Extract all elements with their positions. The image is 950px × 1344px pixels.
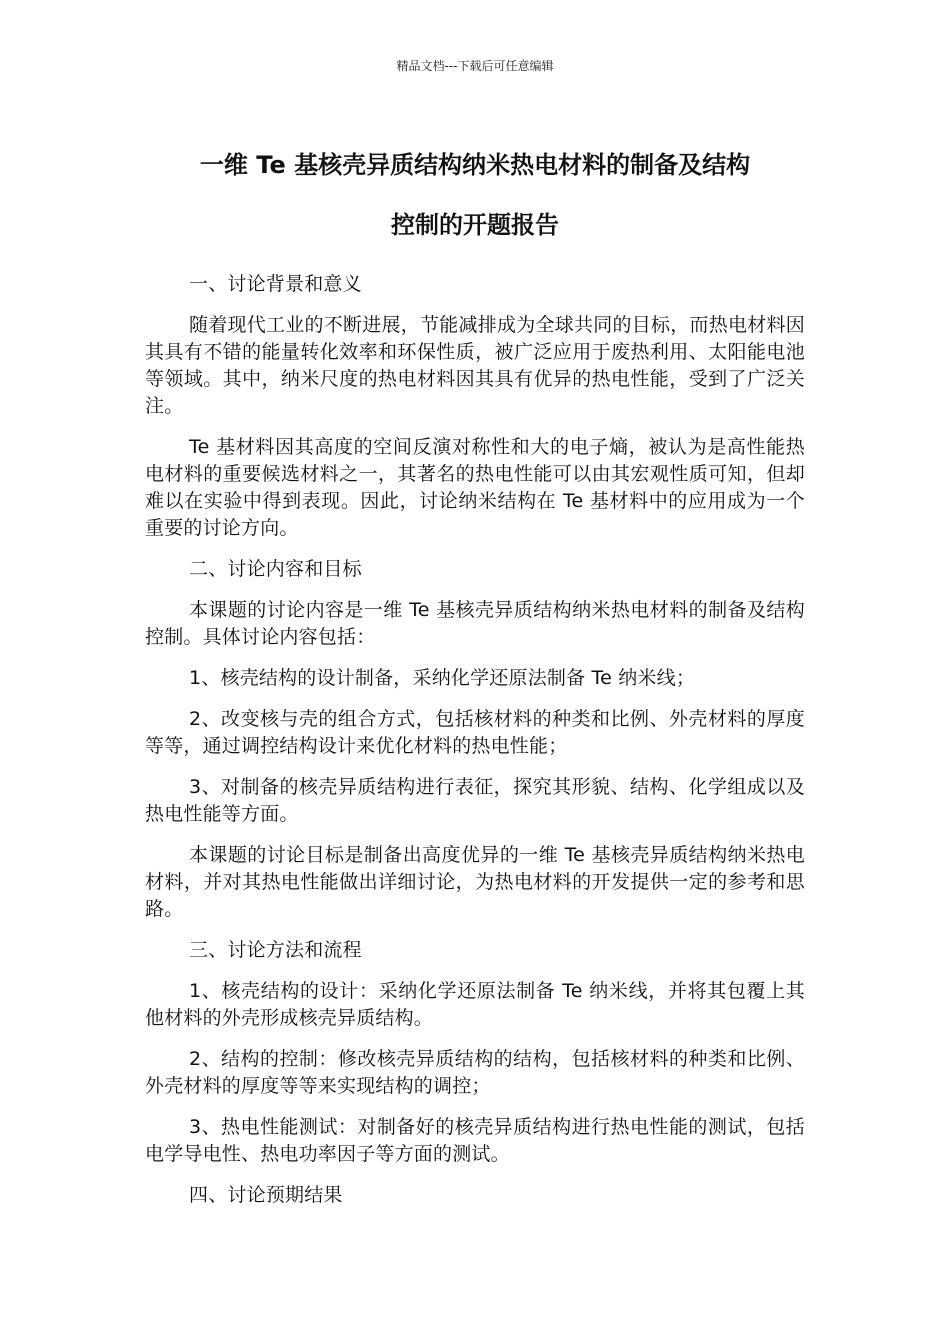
list-item: 2、改变核与壳的组合方式，包括核材料的种类和比例、外壳材料的厚度等等，通过调控结构设计来优化材料的热电性能； [145,708,805,757]
list-item: 1、核壳结构的设计制备，采纳化学还原法制备 Te 纳米线； [189,667,696,689]
document-body [145,271,805,1223]
list-item: 1、核壳结构的设计：采纳化学还原法制备 Te 纳米线，并将其包覆上其他材料的外壳形成核壳异质结构。 [145,980,805,1029]
section-heading-1: 一、讨论背景和意义 [189,273,362,295]
list-item: 2、结构的控制：修改核壳异质结构的结构，包括核材料的种类和比例、外壳材料的厚度等等来实现结构的调控； [145,1048,805,1097]
paragraph: 本课题的讨论内容是一维 Te 基核壳异质结构纳米热电材料的制备及结构控制。具体讨论内容包括： [145,599,805,648]
title-line-2: 控制的开题报告 [391,211,559,239]
header-note: 精品文档---下载后可任意编辑 [396,59,554,73]
paragraph: Te 基材料因其高度的空间反演对称性和大的电子熵，被认为是高性能热电材料的重要候选材料之一，其著名的热电性能可以由其宏观性质可知，但却难以在实验中得到表现。因此，讨论纳米结构在 Te 基材料中的应用成为一个重要的讨论方向。 [145,436,805,539]
title-line-1: 一维 Te 基核壳异质结构纳米热电材料的制备及结构 [199,151,751,179]
document-title [110,135,840,255]
paragraph: 随着现代工业的不断进展，节能减排成为全球共同的目标，而热电材料因其具有不错的能量转化效率和环保性质，被广泛应用于废热利用、太阳能电池等领域。其中，纳米尺度的热电材料因其具有优异的热电性能，受到了广泛关注。 [145,314,805,417]
list-item: 3、对制备的核壳异质结构进行表征，探究其形貌、结构、化学组成以及热电性能等方面。 [145,776,805,825]
section-heading-3: 三、讨论方法和流程 [189,939,362,961]
section-heading-2: 二、讨论内容和目标 [189,558,362,580]
section-heading-4: 四、讨论预期结果 [189,1184,343,1206]
paragraph: 本课题的讨论目标是制备出高度优异的一维 Te 基核壳异质结构纳米热电材料，并对其热电性能做出详细讨论，为热电材料的开发提供一定的参考和思路。 [145,844,805,920]
list-item: 3、热电性能测试：对制备好的核壳异质结构进行热电性能的测试，包括电学导电性、热电功率因子等方面的测试。 [145,1116,805,1165]
